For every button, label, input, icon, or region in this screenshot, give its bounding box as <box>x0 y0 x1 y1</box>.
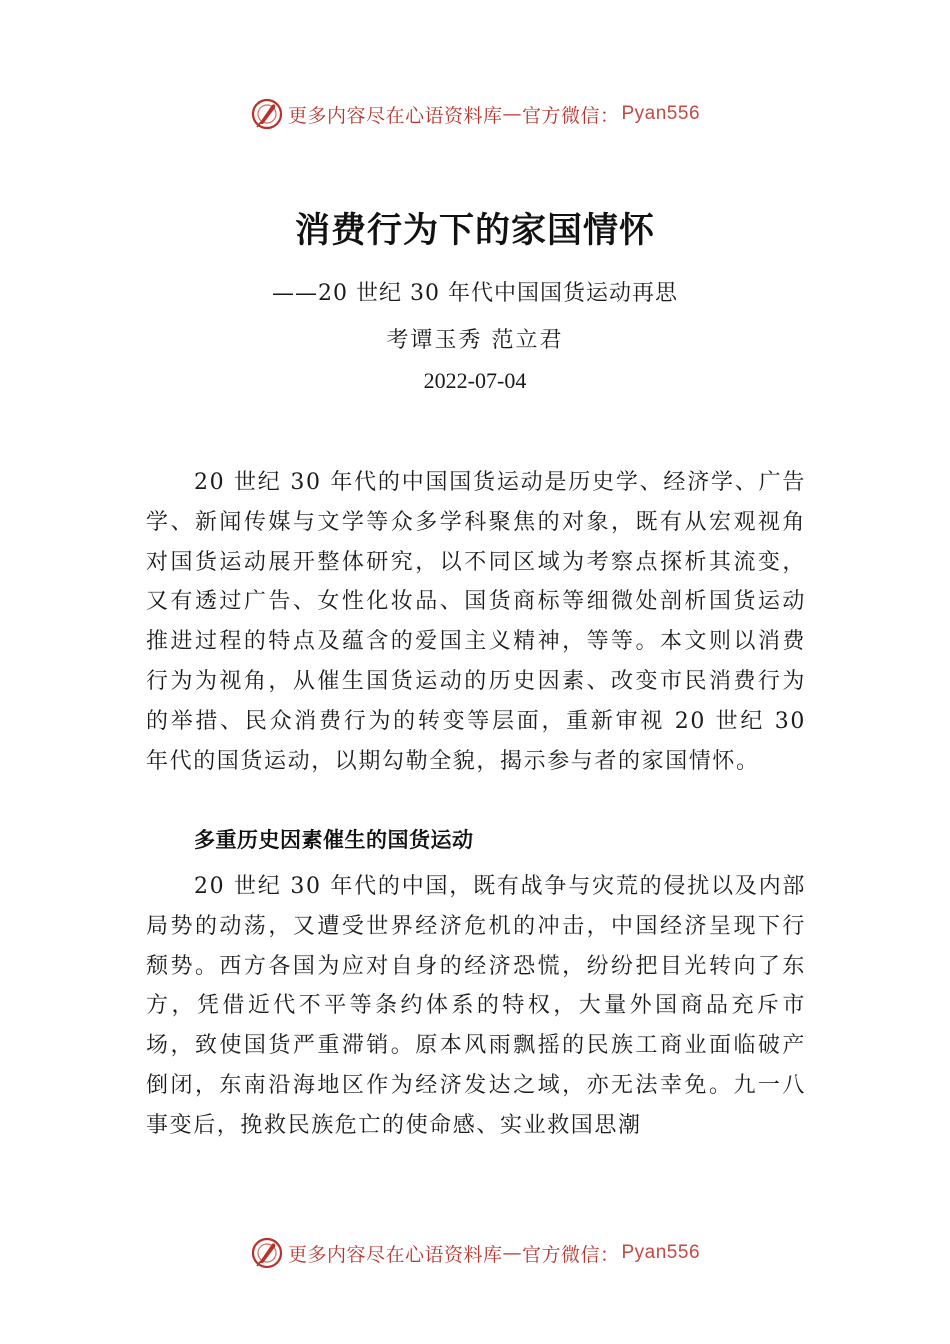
article-subtitle: ——20 世纪 30 年代中国国货运动再思 <box>272 281 678 306</box>
banner-wechat-id: Pyan556 <box>621 1242 701 1263</box>
banner-separator: — <box>502 103 522 125</box>
footer-watermark-banner <box>0 1233 950 1273</box>
banner-separator: — <box>502 1242 522 1264</box>
article-title: 消费行为下的家国情怀 <box>294 210 655 251</box>
body-paragraph-1: 20 世纪 30 年代的中国国货运动是历史学、经济学、广告学、新闻传媒与文学等众多学科聚焦的对象，既有从宏观视角对国货运动展开整体研究，以不同区域为考察点探析其流变，又有透过广告、女性化妆品、国货商标等细微处剖析国货运动推进过程的特点及蕴含的爱国主义精神，等等。本文则以消费行为为视角，从催生国货运动的历史因素、改变市民消费行为的举措、民众消费行为的转变等层面，重新审视 20 世纪 30 年代的国货运动，以期勾勒全貌，揭示参与者的家国情怀。 <box>146 470 806 774</box>
banner-wechat-id: Pyan556 <box>621 103 701 124</box>
section-heading: 多重历史因素催生的国货运动 <box>194 828 474 852</box>
article-date: 2022-07-04 <box>423 368 527 393</box>
body-paragraph-2: 20 世纪 30 年代的中国，既有战争与灾荒的侵扰以及内部局势的动荡，又遭受世界经济危机的冲击，中国经济呈现下行颓势。西方各国为应对自身的经济恐慌，纷纷把目光转向了东方，凭借近代不平等条约体系的特权，大量外国商品充斥市场，致使国货严重滞销。原本风雨飘摇的民族工商业面临破产倒闭，东南沿海地区作为经济发达之域，亦无法幸免。九一八事变后，挽救民族危亡的使命感、实业救国思潮 <box>146 874 806 1138</box>
banner-wechat-label: 官方微信： <box>521 1243 620 1266</box>
article-authors: 考谭玉秀 范立君 <box>386 328 564 353</box>
banner-brand-text: 更多内容尽在心语资料库 <box>287 104 503 127</box>
quill-pen-logo-icon <box>250 1236 284 1270</box>
header-watermark-banner <box>0 94 950 134</box>
banner-wechat-label: 官方微信： <box>521 104 620 127</box>
banner-brand-text: 更多内容尽在心语资料库 <box>287 1243 503 1266</box>
quill-pen-logo-icon <box>250 97 284 131</box>
